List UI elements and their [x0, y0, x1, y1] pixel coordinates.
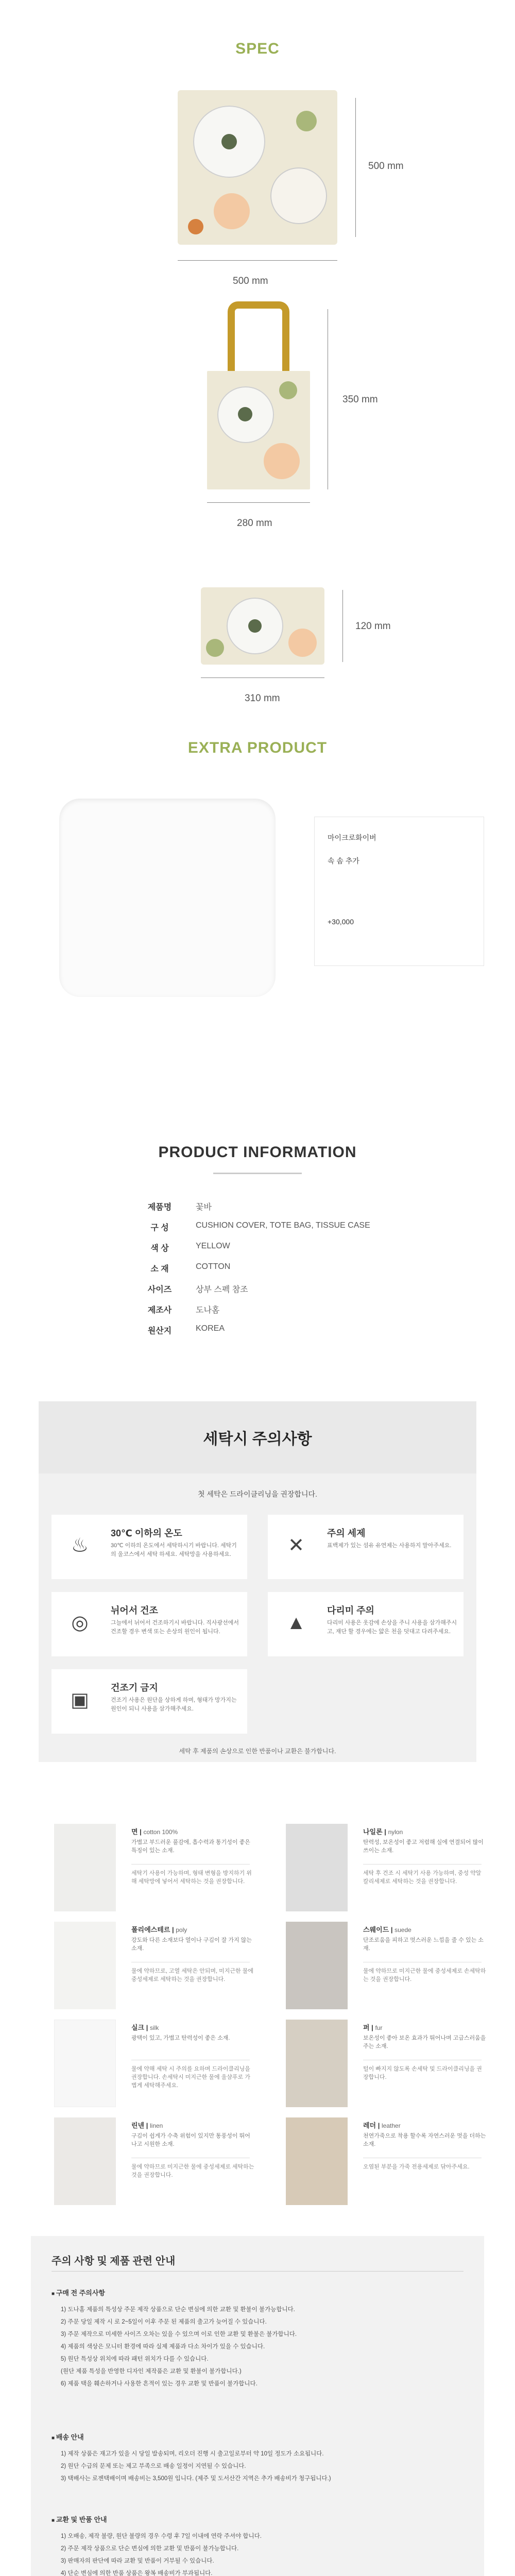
fabric-swatch	[54, 1824, 116, 1911]
fabric-item: 린넨 | linen 구김이 쉽게가 수축 위험이 있지만 통풍성이 뛰어나고 시원한 소재. 물에 약하므로 미지근한 물에 중성세제로 세탁하는 것을 권장합니다.	[54, 2117, 255, 2221]
care-title: 주의 세제	[327, 1528, 366, 1538]
fabric-en: poly	[176, 1926, 187, 1934]
washing-note: 세탁 후 제품의 손상으로 인한 반품이나 교환은 불가합니다.	[179, 1748, 336, 1755]
fabric-desc: 광택이 있고, 가볍고 탄력성이 좋은 소재.	[131, 2035, 230, 2041]
fabric-desc: 천연가죽으로 착용 할수록 자연스러운 멋을 더하는 소재.	[363, 2133, 486, 2147]
care-card	[268, 1515, 464, 1579]
flat-dry-icon: ◎	[71, 1612, 89, 1634]
fabric-swatch	[286, 2117, 348, 2205]
info-key: 사이즈	[147, 1285, 172, 1294]
pillow-insert-image	[59, 799, 276, 997]
tissue-height-label: 120 mm	[355, 621, 391, 632]
notice-line: 2) 원단 수급의 문제 또는 제고 부족으로 배송 일정이 지연될 수 있습니다.	[61, 2463, 246, 2469]
notice-purchase	[52, 2287, 469, 2390]
info-value: 꽃바	[196, 1203, 212, 1212]
notice-section-title: ■ 배송 안내	[52, 2432, 469, 2442]
notice-line: 1) 도나홈 제품의 특성상 주문 제작 상품으로 단순 변심에 의한 교환 및 환불이 불가능합니다.	[61, 2307, 295, 2313]
tissue-width-label: 310 mm	[245, 693, 280, 704]
info-value: 도나홈	[196, 1306, 220, 1315]
extra-product-option: 속 솜 추가	[328, 857, 359, 865]
fabric-swatch	[286, 2020, 348, 2107]
fabric-item: 퍼 | fur 보온성이 좋아 보온 효과가 뛰어나며 고급스러움을 주는 소재. 털이 빠지지 않도록 손세탁 및 드라이클리닝을 권장합니다.	[286, 2020, 487, 2123]
title-divider	[213, 1173, 302, 1174]
no-bleach-icon: ✕	[288, 1535, 304, 1556]
notice-line: (원단 제품 특성을 반영한 디자인 제작품은 교환 및 환불이 불가합니다.)	[61, 2368, 242, 2375]
extra-product-name: 마이크로화이버	[328, 834, 376, 842]
fabric-en: nylon	[388, 1828, 403, 1836]
fabric-en: suede	[394, 1926, 411, 1934]
notice-line: 4) 단순 변심에 의한 반품 상품은 왕복 배송비가 부과됩니다.	[61, 2570, 213, 2576]
info-value: CUSHION COVER, TOTE BAG, TISSUE CASE	[196, 1221, 370, 1230]
tote-handle	[228, 301, 289, 374]
washing-section	[0, 1401, 515, 2178]
fabric-name: 면	[131, 1828, 138, 1836]
info-value: 상부 스펙 참조	[196, 1285, 248, 1294]
notice-line: 3) 주문 제작으로 미세한 사이즈 오차는 있을 수 있으며 이로 인한 교환 및 환불은 불가합니다.	[61, 2331, 297, 2337]
notice-box	[31, 2236, 484, 2576]
fabric-en: fur	[375, 2024, 383, 2031]
care-desc: 그늘에서 뉘어서 건조하기시 바랍니다. 직사광선에서 건조할 경우 변색 또는 손상의 원인이 됩니다.	[111, 1620, 239, 1635]
fabric-swatch	[286, 1824, 348, 1911]
care-desc: 건조기 사용은 원단을 상하게 하며, 형태가 망가지는 원인이 되니 사용을 삼가해주세요.	[111, 1697, 237, 1712]
notice-line: 2) 주문 제작 상품으로 단순 변심에 의한 교환 및 반품이 불가능합니다.	[61, 2546, 239, 2552]
fabric-name: 실크	[131, 2024, 145, 2031]
spec-section	[0, 0, 515, 732]
notice-section-title: ■ 교환 및 반품 안내	[52, 2514, 469, 2524]
care-title: 뉘어서 건조	[111, 1605, 158, 1616]
cushion-image	[178, 90, 337, 245]
fabric-name: 린넨	[131, 2122, 145, 2129]
fabric-care: 물에 약하므로, 고열 세탁은 안되며, 미지근한 물에 중성세제로 세탁하는 것을 권장합니다.	[131, 1968, 253, 1982]
extra-product-card[interactable]	[314, 817, 484, 966]
fabric-item: 면 | cotton 100% 가볍고 부드러운 풀감에, 흡수력과 통기성이 좋은 특징이 있는 소재. 세탁기 사용이 가능하며, 형태 변형을 방지하기 위해 세탁망에 넣어서 세탁하는 것을 권장합니다.	[54, 1824, 255, 1927]
notice-title: 주의 사항 및 제품 관련 안내	[52, 2256, 176, 2267]
info-key: 구 성	[150, 1224, 169, 1232]
fabric-en: leather	[382, 2122, 401, 2129]
fabric-item: 나일론 | nylon 탄력성, 보온성이 좋고 저렴해 실에 연결되어 많이 쓰이는 소재. 세탁 후 건조 시 세탁기 사용 가능하며, 중성 약알칼리세제로 세탁하는 것을 권장합니다.	[286, 1824, 487, 1927]
info-key: 원산지	[147, 1327, 172, 1335]
notice-line: 4) 제품의 색상은 모니터 환경에 따라 실제 제품과 다소 차이가 있을 수 있습니다.	[61, 2344, 265, 2350]
fabric-swatch	[54, 1922, 116, 2009]
extra-product-title: EXTRA PRODUCT	[187, 739, 328, 756]
fabric-item: 레더 | leather 천연가죽으로 착용 할수록 자연스러운 멋을 더하는 소재. 오염된 부분을 가죽 전용세제로 닦아주세요.	[286, 2117, 487, 2221]
product-information-title: PRODUCT INFORMATION	[158, 1144, 357, 1161]
info-key: 제조사	[147, 1306, 172, 1315]
spec-title: SPEC	[235, 40, 280, 57]
fabric-desc: 탄력성, 보온성이 좋고 저렴해 실에 연결되어 많이 쓰이는 소재.	[363, 1839, 484, 1854]
fabric-care: 세탁기 사용이 가능하며, 형태 변형을 방지하기 위해 세탁망에 넣어서 세탁하는 것을 권장합니다.	[131, 1870, 252, 1885]
extra-product-section	[0, 732, 515, 1144]
info-key: 제품명	[147, 1203, 172, 1212]
washing-title: 세탁시 주의사항	[203, 1431, 312, 1448]
care-desc: 다리미 사용은 옷감에 손상을 주니 사용을 삼가해주시고, 재단 할 경우에는 얇은 천을 덧대고 다려주세요.	[327, 1620, 457, 1635]
fabric-en: linen	[150, 2122, 163, 2129]
fabric-name: 퍼	[363, 2024, 370, 2031]
fabric-desc: 강도와 다른 소재보다 열이나 구김이 잘 가지 않는 소재.	[131, 1937, 252, 1952]
tissue-case-image	[201, 587, 324, 665]
care-desc: 표백제가 있는 섬유 유연제는 사용하지 말아주세요.	[327, 1543, 452, 1549]
care-title: 건조기 금지	[111, 1683, 158, 1693]
care-title: 30℃ 이하의 온도	[111, 1528, 182, 1538]
fabric-care: 세탁 후 건조 시 세탁기 사용 가능하며, 중성 약알칼리세제로 세탁하는 것을 권장합니다.	[363, 1870, 482, 1885]
care-desc: 30℃ 이하의 온도에서 세탁하시기 바랍니다. 세탁기의 울코스에서 세탁 하세요. 세탁망을 사용하세요.	[111, 1543, 237, 1557]
care-card	[52, 1669, 247, 1734]
fabric-swatch	[54, 2117, 116, 2205]
fabric-care: 털이 빠지지 않도록 손세탁 및 드라이클리닝을 권장합니다.	[363, 2066, 482, 2080]
notice-shipping	[52, 2432, 469, 2485]
washing-lead: 첫 세탁은 드라이클리닝을 권장합니다.	[198, 1490, 317, 1498]
notice-section	[0, 2236, 515, 2576]
info-key: 소 재	[150, 1265, 169, 1274]
notice-exchange	[52, 2514, 469, 2576]
care-title: 다리미 주의	[327, 1605, 374, 1616]
info-key: 색 상	[150, 1244, 169, 1253]
notice-line: 6) 제품 택을 훼손하거나 사용한 흔적이 있는 경우 교환 및 반품이 불가합니다.	[61, 2381, 258, 2387]
notice-line: 5) 원단 특성상 위치에 따라 패턴 위치가 다를 수 있습니다.	[61, 2356, 209, 2362]
care-card	[268, 1592, 464, 1656]
fabric-swatch	[54, 2020, 116, 2107]
iron-icon: ▲	[286, 1612, 306, 1634]
fabric-care: 오염된 부분을 가죽 전용세제로 닦아주세요.	[363, 2164, 470, 2170]
cushion-height-label: 500 mm	[368, 161, 404, 172]
fabric-item: 스웨이드 | suede 단조로움을 피하고 멋스러운 느낌을 줄 수 있는 소재. 물에 약하므로 미지근한 물에 중성세제로 손세탁하는 것을 권장합니다.	[286, 1922, 487, 2025]
fabric-care: 물에 약해 세탁 시 주의를 요하며 드라이클리닝을 권장합니다. 손세탁시 미지근한 물에 울샴푸로 가볍게 세탁해주세요.	[131, 2066, 250, 2089]
fabric-desc: 가볍고 부드러운 풀감에, 흡수력과 통기성이 좋은 특징이 있는 소재.	[131, 1839, 250, 1854]
fabric-care: 물에 약하므로 미지근한 물에 중성세제로 손세탁하는 것을 권장합니다.	[363, 1968, 486, 1982]
notice-line: 1) 제작 상품은 재고가 있을 시 당일 발송되며, 리오더 진행 시 출고일로부터 약 10일 정도가 소요됩니다.	[61, 2451, 324, 2457]
cushion-width-label: 500 mm	[233, 276, 268, 286]
extra-product-price: +30,000	[328, 918, 354, 926]
notice-line: 3) 판매자의 판단에 따라 교환 및 반품이 거부될 수 있습니다.	[61, 2558, 214, 2564]
fabric-name: 폴리에스테르	[131, 1926, 170, 1934]
info-value: COTTON	[196, 1262, 231, 1271]
info-value: KOREA	[196, 1324, 225, 1333]
tote-height-label: 350 mm	[342, 394, 378, 405]
notice-line: 2) 주문 당일 제작 시 로 2~5일이 이후 주문 된 제품의 출고가 늦어질 수 있습니다.	[61, 2319, 267, 2325]
fabric-desc: 보온성이 좋아 보온 효과가 뛰어나며 고급스러움을 주는 소재.	[363, 2035, 486, 2049]
notice-line: 3) 택배사는 로젠택배이며 배송비는 3,500원 입니다. (제주 및 도서산간 지역은 추가 배송비가 청구됩니다.)	[61, 2476, 331, 2482]
water-temperature-icon: ♨	[71, 1535, 89, 1556]
notice-line: 1) 오배송, 제작 불량, 원단 불량의 경우 수령 후 7일 이내에 연락 주셔야 합니다.	[61, 2533, 262, 2539]
fabric-care: 물에 약하므로 미지근한 물에 중성세제로 세탁하는 것을 권장합니다.	[131, 2164, 254, 2178]
care-card	[52, 1515, 247, 1579]
fabric-item: 폴리에스테르 | poly 강도와 다른 소재보다 열이나 구김이 잘 가지 않는 소재. 물에 약하므로, 고열 세탁은 안되며, 미지근한 물에 중성세제로 세탁하는 것을 권장합니다.	[54, 1922, 255, 2025]
fabric-en: cotton 100%	[143, 1828, 178, 1836]
tote-image	[207, 371, 310, 489]
washing-panel	[39, 1473, 476, 1762]
fabric-name: 나일론	[363, 1828, 383, 1836]
no-dryer-icon: ▣	[71, 1689, 89, 1711]
fabric-swatch	[286, 1922, 348, 2009]
fabric-item: 실크 | silk 광택이 있고, 가볍고 탄력성이 좋은 소재. 물에 약해 세탁 시 주의를 요하며 드라이클리닝을 권장합니다. 손세탁시 미지근한 물에 울샴푸로 가볍게 세탁해주세요.	[54, 2020, 255, 2123]
washing-header	[39, 1401, 476, 1473]
tote-width-label: 280 mm	[237, 518, 272, 529]
notice-section-title: ■ 구매 전 주의사항	[52, 2287, 469, 2297]
fabric-desc: 구김이 쉽게가 수축 위험이 있지만 통풍성이 뛰어나고 시원한 소재.	[131, 2133, 250, 2147]
product-information-section	[0, 1144, 515, 1401]
fabric-en: silk	[150, 2024, 159, 2031]
care-card	[52, 1592, 247, 1656]
fabric-name: 레더	[363, 2122, 376, 2129]
info-value: YELLOW	[196, 1242, 230, 1250]
fabric-desc: 단조로움을 피하고 멋스러운 느낌을 줄 수 있는 소재.	[363, 1937, 484, 1952]
fabric-name: 스웨이드	[363, 1926, 389, 1934]
